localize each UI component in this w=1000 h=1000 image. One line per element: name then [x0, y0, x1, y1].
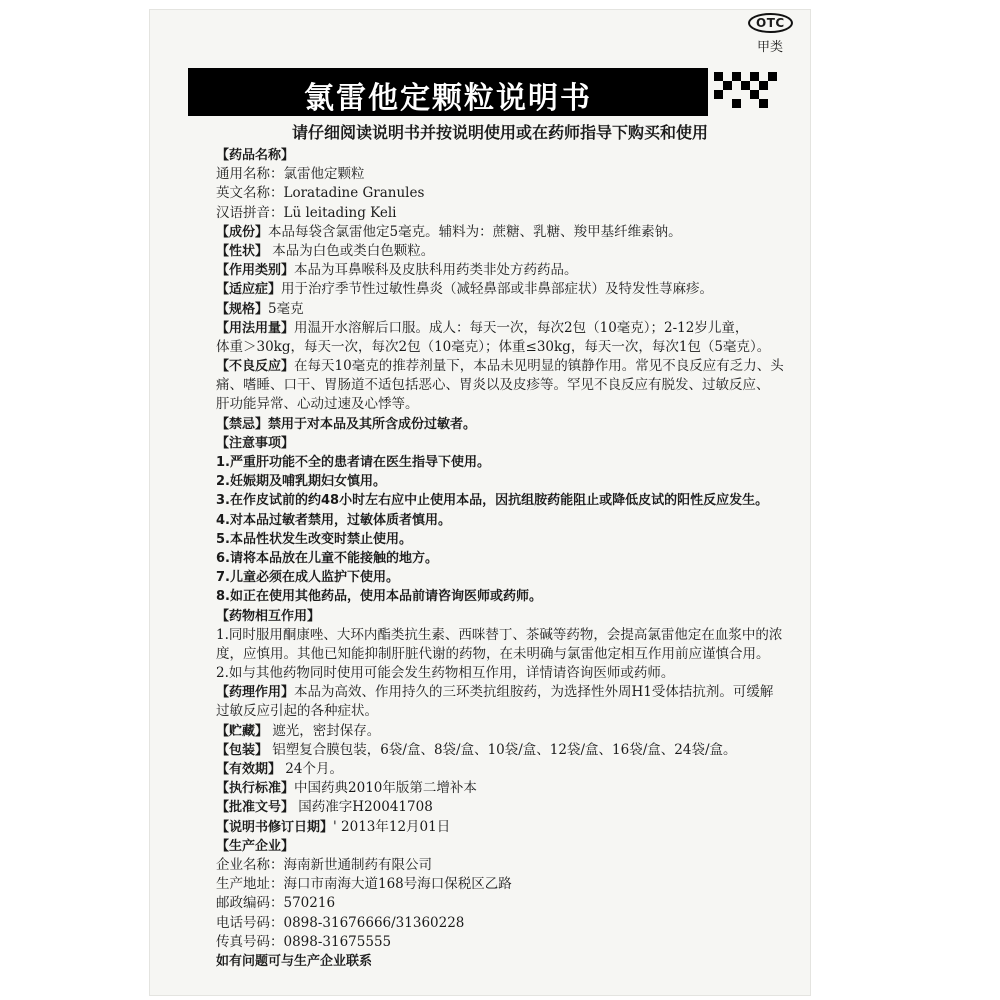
revision-tag: 【说明书修订日期】 — [216, 819, 334, 835]
pharmacology-tag: 【药理作用】 — [216, 685, 295, 701]
standard-text: 中国药典2010年版第二增补本 — [294, 780, 477, 797]
revision-row — [216, 818, 806, 837]
storage-tag: 【贮藏】 — [216, 723, 269, 739]
leaflet-body — [216, 146, 806, 971]
pharmacology-line-2: 过敏反应引起的各种症状。 — [216, 703, 378, 720]
precaution-item: 1.严重肝功能不全的患者请在医生指导下使用。 — [216, 455, 490, 470]
contact-footer: 如有问题可与生产企业联系 — [216, 953, 373, 969]
adverse-line-2: 痛、嗜睡、口干、胃肠道不适包括恶心、胃炎以及皮疹等。罕见不良反应有脱发、过敏反应、 — [216, 377, 770, 394]
otc-class-label: 甲类 — [756, 40, 783, 55]
description-text: 本品为白色或类白色颗粒。 — [268, 242, 435, 259]
precaution-item: 4.对本品过敏者禁用，过敏体质者慎用。 — [216, 512, 451, 528]
contraindications-text: 禁用于对本品及其所含成份过敏者。 — [268, 416, 477, 432]
specification-row — [216, 300, 806, 319]
otc-mark — [748, 12, 792, 55]
ingredients-row — [216, 223, 806, 242]
interactions-heading: 【药物相互作用】 — [216, 608, 321, 624]
precaution-item: 5.本品性状发生改变时禁止使用。 — [216, 531, 412, 547]
dosage-line-2: 体重＞30kg，每天一次，每次2包（10毫克）；体重≤30kg，每天一次，每次1包（5毫克）。 — [216, 338, 771, 355]
generic-name: 通用名称：氯雷他定颗粒 — [216, 166, 365, 183]
english-name: 英文名称：Loratadine Granules — [216, 185, 425, 202]
ingredients-text: 本品每袋含氯雷他定5毫克。辅料为：蔗糖、乳糖、羧甲基纤维素钠。 — [268, 223, 682, 240]
category-row — [216, 261, 806, 280]
pinyin-name: 汉语拼音：Lü leitading Keli — [216, 204, 397, 221]
precaution-item: 7.儿童必须在成人监护下使用。 — [216, 570, 399, 586]
indications-text: 用于治疗季节性过敏性鼻炎（减轻鼻部或非鼻部症状）及特发性荨麻疹。 — [281, 281, 714, 298]
adverse-row — [216, 357, 806, 376]
storage-text: 遮光，密封保存。 — [268, 722, 381, 739]
manufacturer-address: 生产地址：海口市南海大道168号海口保税区乙路 — [216, 876, 512, 893]
precaution-item: 8.如正在使用其他药品，使用本品前请咨询医师或药师。 — [216, 589, 542, 605]
manufacturer-fax: 传真号码：0898-31675555 — [216, 933, 392, 950]
adverse-line-1: 在每天10毫克的推荐剂量下，本品未见明显的镇静作用。常见不良反应有乏力、头 — [294, 358, 784, 375]
package-tag: 【包装】 — [216, 742, 269, 758]
contraindications-row — [216, 415, 806, 434]
description-tag: 【性状】 — [216, 243, 269, 259]
validity-text: 24个月。 — [281, 761, 343, 777]
package-row — [216, 741, 806, 760]
standard-tag: 【执行标准】 — [216, 781, 295, 797]
dosage-line-1: 用温开水溶解后口服。成人：每天一次，每次2包（10毫克）；2-12岁儿童， — [294, 319, 749, 336]
otc-badge: OTC — [748, 13, 793, 33]
validity-row — [216, 760, 806, 779]
pharmacology-row — [216, 683, 806, 702]
precaution-item: 6.请将本品放在儿童不能接触的地方。 — [216, 550, 438, 566]
interactions-line-3: 2.如与其他药物同时使用可能会发生药物相互作用，详情请咨询医师或药师。 — [216, 665, 675, 682]
specification-tag: 【规格】 — [216, 301, 269, 317]
approval-text: 国药准字H20041708 — [294, 799, 433, 816]
package-text: 铝塑复合膜包装，6袋/盒、8袋/盒、10袋/盒、12袋/盒、16袋/盒、24袋/盒。 — [268, 741, 737, 758]
indications-row — [216, 280, 806, 299]
adverse-tag: 【不良反应】 — [216, 359, 295, 375]
contraindications-tag: 【禁忌】 — [216, 416, 269, 432]
adverse-line-3: 肝功能异常、心动过速及心悸等。 — [216, 396, 419, 413]
category-tag: 【作用类别】 — [216, 263, 295, 279]
indications-tag: 【适应症】 — [216, 282, 282, 298]
dosage-row — [216, 319, 806, 338]
dosage-tag: 【用法用量】 — [216, 320, 295, 336]
description-row — [216, 242, 806, 261]
specification-text: 5毫克 — [268, 300, 304, 317]
manufacturer-heading: 【生产企业】 — [216, 838, 295, 854]
checker-decoration — [714, 72, 786, 116]
approval-tag: 【批准文号】 — [216, 800, 295, 816]
category-text: 本品为耳鼻喉科及皮肤科用药类非处方药药品。 — [294, 262, 578, 279]
interactions-line-2: 度，应慎用。其他已知能抑制肝脏代谢的药物，在未明确与氯雷他定相互作用前应谨慎合用。 — [216, 645, 770, 662]
pharmacology-line-1: 本品为高效、作用持久的三环类抗组胺药，为选择性外周H1受体拮抗剂。可缓解 — [294, 684, 774, 701]
manufacturer-name: 企业名称：海南新世通制药有限公司 — [216, 856, 432, 873]
precaution-item: 3.在作皮试前的约48小时左右应中止使用本品，因抗组胺药能阻止或降低皮试的阳性反应发生。 — [216, 493, 769, 509]
page-title: 氯雷他定颗粒说明书 — [304, 81, 592, 116]
precautions-heading: 【注意事项】 — [216, 435, 295, 451]
manufacturer-phone: 电话号码：0898-31676666/31360228 — [216, 914, 465, 931]
manufacturer-postcode: 邮政编码：570216 — [216, 895, 336, 912]
reading-notice: 请仔细阅读说明书并按说明使用或在药师指导下购买和使用 — [291, 123, 708, 142]
precaution-item: 2.妊娠期及哺乳期妇女慎用。 — [216, 474, 386, 490]
drug-name-heading: 【药品名称】 — [216, 148, 295, 163]
storage-row — [216, 722, 806, 741]
approval-row — [216, 798, 806, 817]
title-banner — [188, 68, 708, 116]
ingredients-tag: 【成份】 — [216, 224, 269, 240]
standard-row — [216, 779, 806, 798]
validity-tag: 【有效期】 — [216, 762, 282, 777]
interactions-line-1: 1.同时服用酮康唑、大环内酯类抗生素、西咪替丁、茶碱等药物，会提高氯雷他定在血浆中的浓 — [216, 626, 783, 643]
revision-text: ' 2013年12月01日 — [333, 818, 451, 835]
